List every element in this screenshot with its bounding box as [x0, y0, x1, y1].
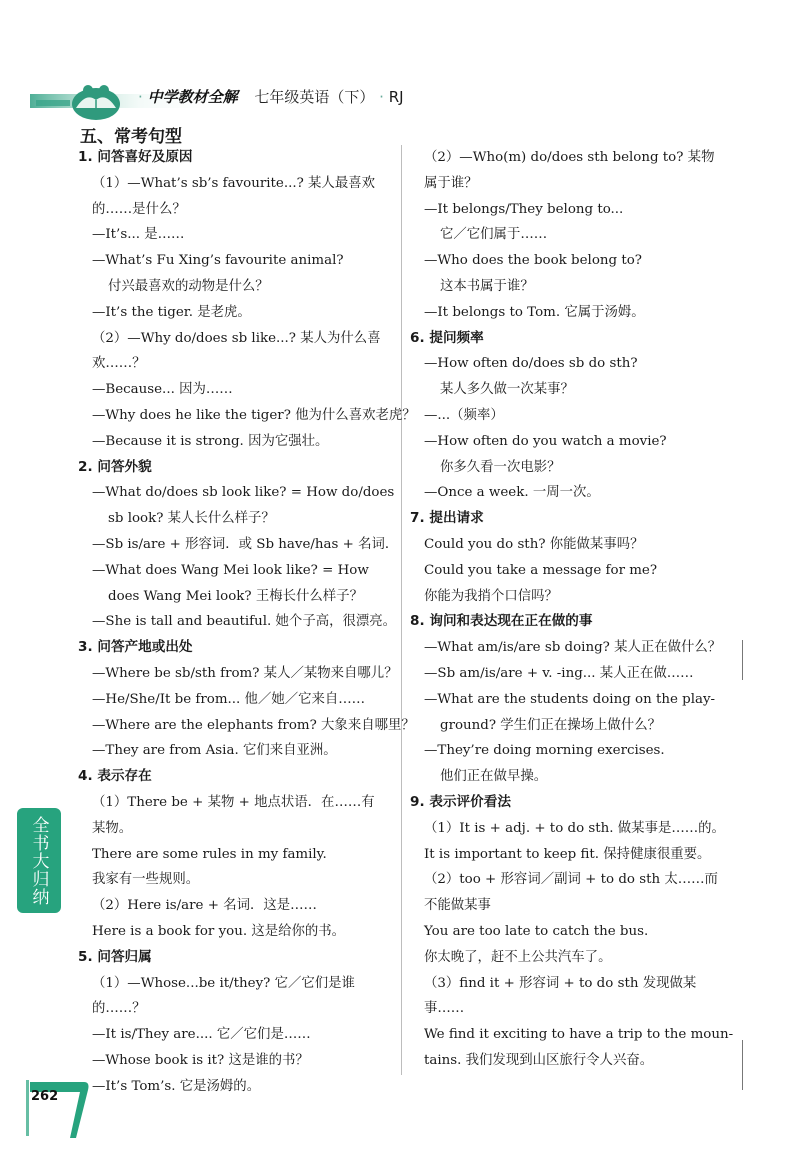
right-line: —What am/is/are sb doing? 某人正在做什么？ — [424, 640, 722, 656]
left-line: —Sb is/are + 形容词．或 Sb have/has + 名词． — [92, 536, 399, 552]
right-line: 属于谁？ — [424, 175, 478, 191]
right-line: It is important to keep fit. 保持健康很重要。 — [424, 846, 711, 862]
left-line: —He/She/It be from... 他／她／它来自…… — [92, 691, 366, 707]
left-heading: 1. 问答喜好及原因 — [78, 149, 193, 165]
left-line: 欢……？ — [92, 356, 146, 372]
left-line: 我家有一些规则。 — [92, 872, 200, 888]
right-line: 你太晚了，赶不上公共汽车了。 — [424, 949, 612, 965]
side-tab — [17, 808, 61, 913]
right-line: （2）too + 形容词／副词 + to do sth 太……而 — [424, 872, 718, 888]
margin-tick — [742, 640, 743, 680]
right-line: —Who does the book belong to? — [424, 253, 642, 269]
left-line: （1）—Whose...be it/they? 它／它们是谁 — [92, 975, 355, 991]
left-line: Here is a book for you. 这是给你的书。 — [92, 923, 346, 939]
page-number: 262 — [31, 1089, 59, 1104]
left-line: There are some rules in my family. — [92, 846, 327, 862]
header-dot-2: · — [379, 88, 384, 106]
left-line: —What’s Fu Xing’s favourite animal? — [92, 253, 344, 269]
left-line: —It’s... 是…… — [92, 227, 185, 243]
left-line: —They are from Asia. 它们来自亚洲。 — [92, 743, 337, 759]
right-line: Could you take a message for me? — [424, 562, 658, 578]
left-column — [78, 145, 416, 1099]
left-line: —What do/does sb look like? = How do/does — [92, 485, 395, 501]
right-line: —It belongs to Tom. 它属于汤姆。 — [424, 304, 645, 320]
left-line: 的……是什么？ — [92, 201, 186, 217]
right-line: （2）—Who(m) do/does sth belong to? 某物 — [424, 150, 715, 165]
right-line: （1）It is + adj. + to do sth. 做某事是……的。 — [424, 820, 725, 836]
left-line: —It’s the tiger. 是老虎。 — [92, 304, 251, 320]
right-line: （3）find it + 形容词 + to do sth 发现做某 — [424, 975, 697, 991]
right-line: —What are the students doing on the play- — [424, 691, 716, 707]
right-heading: 8. 询问和表达现在正在做的事 — [410, 613, 593, 630]
left-line: sb look? 某人长什么样子？ — [108, 511, 275, 527]
right-line: Could you do sth? 你能做某事吗？ — [424, 536, 644, 552]
right-heading: 6. 提问频率 — [410, 329, 484, 346]
right-line: You are too late to catch the bus. — [424, 923, 649, 939]
right-line: 它／它们属于…… — [440, 227, 548, 243]
left-line: （1）There be + 某物 + 地点状语．在……有 — [92, 794, 375, 810]
left-line: —It’s Tom’s. 它是汤姆的。 — [92, 1078, 261, 1094]
right-heading: 9. 表示评价看法 — [410, 793, 511, 810]
left-line: —It is/They are.... 它／它们是…… — [92, 1027, 311, 1043]
right-line: 这本书属于谁？ — [440, 278, 534, 294]
right-heading: 7. 提出请求 — [410, 510, 484, 527]
section-title: 五、常考句型 — [80, 127, 182, 147]
header-dot: · — [138, 88, 143, 106]
margin-tick — [742, 1040, 743, 1090]
left-line: 付兴最喜欢的动物是什么？ — [108, 278, 269, 294]
left-heading: 3. 问答产地或出处 — [78, 639, 193, 656]
left-line: （1）—What’s sb’s favourite...? 某人最喜欢 — [92, 175, 375, 191]
left-line: —Because... 因为…… — [92, 382, 233, 398]
right-line: —It belongs/They belong to... — [424, 201, 624, 217]
left-heading: 4. 表示存在 — [78, 768, 152, 785]
right-line: 某人多久做一次某事？ — [440, 382, 574, 398]
right-line: 事…… — [424, 1001, 465, 1017]
header-brand: 中学教材全解 — [147, 88, 238, 106]
side-tab-label: 全书大归纳 — [28, 815, 49, 906]
header-edition: RJ — [388, 88, 404, 106]
running-header — [138, 86, 404, 107]
column-divider — [401, 145, 402, 1075]
left-line: 某物。 — [92, 820, 133, 836]
left-line: does Wang Mei look? 王梅长什么样子？ — [108, 588, 363, 604]
right-line: —They’re doing morning exercises. — [424, 743, 665, 759]
right-line: tains. 我们发现到山区旅行令人兴奋。 — [424, 1052, 654, 1068]
right-line: —Once a week. 一周一次。 — [424, 485, 600, 501]
left-line: 的……？ — [92, 1001, 146, 1017]
book-logo-icon — [30, 78, 130, 122]
left-heading: 2. 问答外貌 — [78, 458, 152, 475]
right-line: —...（频率） — [424, 407, 504, 423]
left-line: —Why does he like the tiger? 他为什么喜欢老虎？ — [92, 407, 416, 423]
left-line: —Whose book is it? 这是谁的书？ — [92, 1052, 309, 1068]
right-line: We find it exciting to have a trip to the moun- — [424, 1027, 734, 1043]
right-line: 你能为我捎个口信吗？ — [424, 588, 558, 604]
header-grade: 七年级英语（下） — [254, 88, 375, 106]
right-line: —How often do you watch a movie? — [424, 433, 667, 449]
right-line: ground? 学生们正在操场上做什么？ — [440, 717, 661, 733]
left-line: —Because it is strong. 因为它强壮。 — [92, 433, 329, 449]
left-line: （2）—Why do/does sb like...? 某人为什么喜 — [92, 330, 381, 346]
left-line: —Where be sb/sth from? 某人／某物来自哪儿？ — [92, 665, 398, 681]
right-line: —How often do/does sb do sth? — [424, 356, 638, 372]
right-line: 他们正在做早操。 — [440, 769, 548, 785]
left-line: —She is tall and beautiful. 她个子高，很漂亮。 — [92, 614, 397, 630]
right-line: 你多久看一次电影？ — [440, 459, 561, 475]
right-line: —Sb am/is/are + v. -ing... 某人正在做…… — [424, 665, 694, 681]
left-heading: 5. 问答归属 — [78, 948, 152, 965]
right-line: 不能做某事 — [424, 898, 491, 914]
right-column — [410, 145, 734, 1074]
left-line: —What does Wang Mei look like? = How — [92, 562, 369, 578]
left-line: —Where are the elephants from? 大象来自哪里？ — [92, 717, 415, 733]
left-line: （2）Here is/are + 名词．这是…… — [92, 898, 317, 914]
